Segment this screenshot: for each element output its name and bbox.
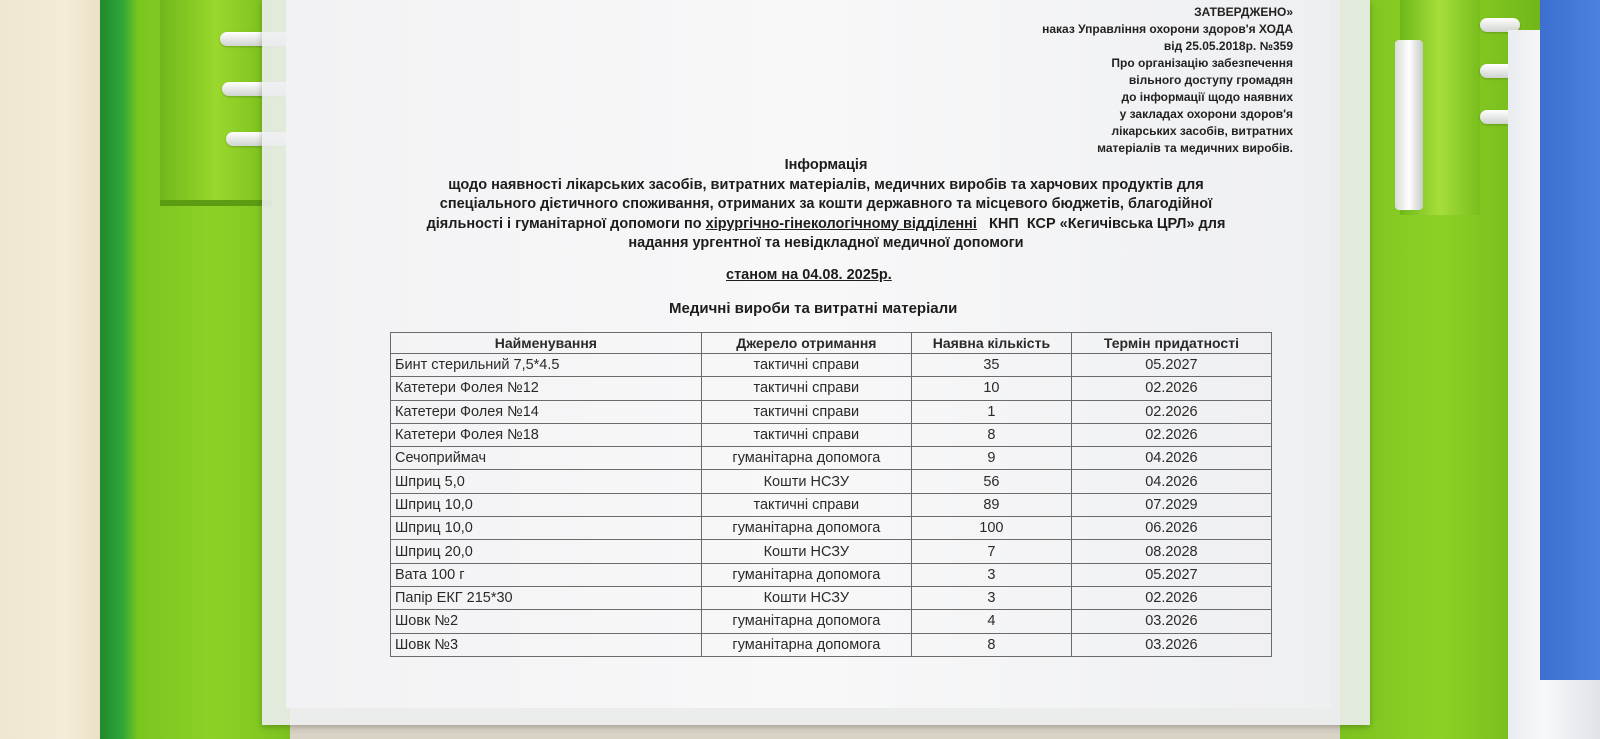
table-row xyxy=(391,540,1272,563)
table-row xyxy=(391,354,1272,377)
department-name: хірургічно-гінекологічному відділенні xyxy=(705,215,977,232)
item-name: Папір ЕКГ 215*30 xyxy=(391,586,702,609)
item-quantity: 7 xyxy=(911,540,1071,563)
table-row xyxy=(391,610,1272,633)
item-quantity: 4 xyxy=(911,610,1071,633)
left-stand-edge xyxy=(160,0,272,206)
item-expiry: 03.2026 xyxy=(1071,610,1271,633)
table-row xyxy=(391,633,1272,656)
item-quantity: 100 xyxy=(911,517,1071,540)
info-line: щодо наявності лікарських засобів, витратних матеріалів, медичних виробів та харчових продуктів для xyxy=(448,176,1204,193)
supplies-table xyxy=(390,332,1272,657)
table-row xyxy=(391,423,1272,446)
item-name: Сечоприймач xyxy=(391,447,702,470)
item-source: Кошти НСЗУ xyxy=(701,586,911,609)
item-name: Шприц 20,0 xyxy=(391,540,702,563)
info-line: спеціального дієтичного споживання, отриманих за кошти державного та місцевого бюджетів, благодійної xyxy=(439,196,1213,212)
document-title: Інформація xyxy=(784,157,868,173)
information-heading xyxy=(326,156,1326,254)
item-source: гуманітарна допомога xyxy=(701,633,911,656)
item-quantity: 3 xyxy=(911,563,1071,586)
approval-line: від 25.05.2018р. №359 xyxy=(1163,39,1293,53)
item-name: Шприц 10,0 xyxy=(391,517,702,540)
table-row xyxy=(391,377,1272,400)
item-name: Шприц 10,0 xyxy=(391,493,702,516)
info-line-text: діяльності і гуманітарної допомоги по xyxy=(426,215,706,232)
column-header-quantity: Наявна кількість xyxy=(911,333,1071,354)
item-source: тактичні справи xyxy=(701,400,911,423)
item-quantity: 9 xyxy=(911,447,1071,470)
notice-sheet xyxy=(286,0,1331,708)
column-header-source: Джерело отримання xyxy=(701,333,911,354)
item-source: тактичні справи xyxy=(701,354,911,377)
column-header-expiry: Термін придатності xyxy=(1071,333,1271,354)
item-expiry: 03.2026 xyxy=(1071,633,1271,656)
info-line xyxy=(326,215,1326,235)
item-source: Кошти НСЗУ xyxy=(701,470,911,493)
as-of-date: станом на 04.08. 2025р. xyxy=(726,267,892,283)
item-expiry: 07.2029 xyxy=(1071,493,1271,516)
item-source: тактичні справи xyxy=(701,423,911,446)
item-name: Шовк №2 xyxy=(391,610,702,633)
item-expiry: 06.2026 xyxy=(1071,517,1271,540)
item-source: гуманітарна допомога xyxy=(701,447,911,470)
item-quantity: 1 xyxy=(911,400,1071,423)
item-expiry: 04.2026 xyxy=(1071,447,1271,470)
approval-line: лікарських засобів, витратних xyxy=(1111,124,1293,138)
approval-line: вільного доступу громадян xyxy=(1128,73,1293,87)
item-name: Вата 100 г xyxy=(391,563,702,586)
approval-line: до інформації щодо наявних xyxy=(1121,90,1293,104)
item-quantity: 56 xyxy=(911,470,1071,493)
item-source: гуманітарна допомога xyxy=(701,610,911,633)
item-expiry: 02.2026 xyxy=(1071,400,1271,423)
item-name: Катетери Фолея №14 xyxy=(391,400,702,423)
item-source: тактичні справи xyxy=(701,493,911,516)
item-source: гуманітарна допомога xyxy=(701,517,911,540)
item-name: Катетери Фолея №12 xyxy=(391,377,702,400)
table-header-row xyxy=(391,333,1272,354)
approval-line: матеріалів та медичних виробів. xyxy=(1097,141,1293,155)
item-expiry: 05.2027 xyxy=(1071,354,1271,377)
table-row xyxy=(391,493,1272,516)
section-title: Медичні вироби та витратні матеріали xyxy=(669,300,958,317)
item-quantity: 8 xyxy=(911,423,1071,446)
approval-stamp-block xyxy=(1042,4,1293,157)
item-source: тактичні справи xyxy=(701,377,911,400)
table-row xyxy=(391,563,1272,586)
item-name: Шприц 5,0 xyxy=(391,470,702,493)
item-expiry: 02.2026 xyxy=(1071,377,1271,400)
column-header-name: Найменування xyxy=(391,333,702,354)
adjacent-blue-sheet xyxy=(1540,0,1600,680)
table-row xyxy=(391,586,1272,609)
table-row xyxy=(391,517,1272,540)
item-source: Кошти НСЗУ xyxy=(701,540,911,563)
table-row xyxy=(391,447,1272,470)
item-expiry: 02.2026 xyxy=(1071,586,1271,609)
info-line: надання ургентної та невідкладної медичної допомоги xyxy=(628,235,1024,251)
item-quantity: 3 xyxy=(911,586,1071,609)
wall-background xyxy=(0,0,112,739)
item-quantity: 89 xyxy=(911,493,1071,516)
item-expiry: 05.2027 xyxy=(1071,563,1271,586)
approval-line: наказ Управління охорони здоров'я ХОДА xyxy=(1042,22,1293,36)
item-expiry: 04.2026 xyxy=(1071,470,1271,493)
item-source: гуманітарна допомога xyxy=(701,563,911,586)
approval-line: Про організацію забезпечення xyxy=(1111,56,1293,70)
item-name: Шовк №3 xyxy=(391,633,702,656)
item-quantity: 35 xyxy=(911,354,1071,377)
info-line-text: КНП КСР «Кегичівська ЦРЛ» для xyxy=(976,215,1226,232)
item-quantity: 10 xyxy=(911,377,1071,400)
approval-line: у закладах охорони здоров'я xyxy=(1119,107,1293,121)
item-name: Бинт стерильний 7,5*4.5 xyxy=(391,354,702,377)
table-row xyxy=(391,400,1272,423)
holder-tube xyxy=(1395,40,1423,210)
item-expiry: 02.2026 xyxy=(1071,423,1271,446)
item-name: Катетери Фолея №18 xyxy=(391,423,702,446)
approval-line: ЗАТВЕРДЖЕНО» xyxy=(1194,5,1293,19)
table-row xyxy=(391,470,1272,493)
item-expiry: 08.2028 xyxy=(1071,540,1271,563)
item-quantity: 8 xyxy=(911,633,1071,656)
